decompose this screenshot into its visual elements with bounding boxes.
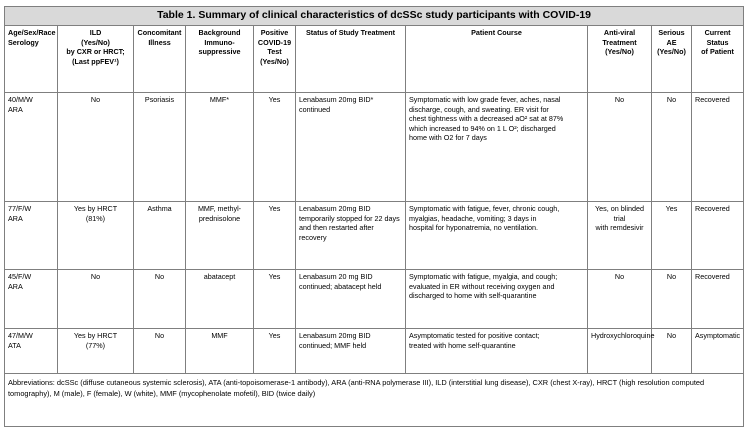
- cell-covid-test: Yes: [254, 270, 296, 329]
- cell-concomitant-illness: No: [134, 329, 186, 374]
- cell-serious-ae: Yes: [652, 202, 692, 270]
- cell-patient-course-line: chest tightness with a decreased aO² sat at 87%: [409, 114, 564, 124]
- column-header: [5, 26, 58, 93]
- column-header-line: (Yes/No): [260, 56, 289, 66]
- cell-antiviral-line: with remdesivir: [595, 223, 644, 233]
- cell-current-status: Asymptomatic: [692, 329, 744, 374]
- column-header: [58, 26, 134, 93]
- cell-study-treatment-line: Lenabasum 20mg BID: [299, 204, 371, 213]
- cell-patient-course-line: Symptomatic with low grade fever, aches, nasal: [409, 95, 561, 104]
- cell-ild-line: No: [90, 272, 101, 281]
- cell-ild-line: (77%): [85, 340, 106, 350]
- cell-patient-course-line: hospital for hyponatremia, no ventilation.: [409, 223, 539, 233]
- cell-patient-course: [406, 329, 588, 374]
- column-header-line: Status of Study Treatment: [305, 28, 396, 37]
- cell-ild: [58, 93, 134, 202]
- cell-age-sex-race-serology-line: ARA: [8, 281, 23, 291]
- cell-antiviral: [588, 202, 652, 270]
- column-header: [406, 26, 588, 93]
- column-header-line: Illness: [148, 37, 171, 47]
- cell-serious-ae: No: [652, 93, 692, 202]
- cell-study-treatment-line: Lenabasum 20 mg BID: [299, 272, 373, 281]
- cell-age-sex-race-serology-line: ARA: [8, 213, 23, 223]
- column-header-line: Background: [198, 28, 241, 37]
- column-header-line: Age/Sex/Race: [8, 28, 56, 37]
- cell-ild-line: Yes by HRCT: [73, 204, 118, 213]
- cell-patient-course-line: myalgias, headache, vomiting; 3 days in: [409, 213, 537, 223]
- cell-covid-test: Yes: [254, 93, 296, 202]
- cell-patient-course: [406, 93, 588, 202]
- cell-immunosuppressive-line: MMF, methyl-: [197, 204, 242, 213]
- cell-immunosuppressive-line: prednisolone: [198, 213, 241, 223]
- table-row: [5, 202, 744, 270]
- column-header-line: Anti-viral: [603, 28, 636, 37]
- cell-study-treatment-line: temporarily stopped for 22 days: [299, 213, 400, 223]
- cell-immunosuppressive: [186, 202, 254, 270]
- column-header-line: (Yes/No): [605, 47, 634, 57]
- cell-patient-course: [406, 202, 588, 270]
- cell-age-sex-race-serology-line: ATA: [8, 340, 21, 350]
- column-header-line: COVID-19: [257, 37, 292, 47]
- table-row: [5, 93, 744, 202]
- cell-age-sex-race-serology-line: 45/F/W: [8, 272, 32, 281]
- cell-immunosuppressive-line: abatacept: [203, 272, 236, 281]
- cell-study-treatment-line: Lenabasum 20mg BID: [299, 331, 371, 340]
- column-header: [186, 26, 254, 93]
- cell-current-status: Recovered: [692, 93, 744, 202]
- cell-patient-course: [406, 270, 588, 329]
- column-header-line: ILD: [89, 28, 102, 37]
- cell-antiviral-line: No: [614, 95, 625, 104]
- clinical-characteristics-table: [4, 6, 744, 427]
- column-header-line: by CXR or HRCT;: [66, 47, 125, 57]
- cell-concomitant-illness: No: [134, 270, 186, 329]
- table-title: Table 1. Summary of clinical characteristics of dcSSc study participants with COVID-19: [5, 7, 744, 26]
- cell-ild: [58, 270, 134, 329]
- header-row: [5, 26, 744, 93]
- cell-age-sex-race-serology: [5, 329, 58, 374]
- cell-study-treatment: [296, 329, 406, 374]
- column-header: [692, 26, 744, 93]
- cell-age-sex-race-serology: [5, 270, 58, 329]
- cell-study-treatment-line: continued: [299, 104, 331, 114]
- table-container: [4, 6, 741, 427]
- cell-covid-test: Yes: [254, 202, 296, 270]
- column-header-line: suppressive: [198, 47, 241, 57]
- cell-study-treatment: [296, 202, 406, 270]
- abbreviations-note: Abbreviations: dcSSc (diffuse cutaneous systemic sclerosis), ATA (anti-topoisomerase-1 antibody), ARA (anti-RNA polymerase III), ILD (interstitial lung disease), CXR (chest X-ray), HRCT (high resolution computed tomography), M (male), F (female), W (white), MMF (mycophenolate mofetil), BID (twice daily): [5, 374, 744, 427]
- cell-patient-course-line: discharge, cough, and sweating. ER visit for: [409, 104, 549, 114]
- cell-immunosuppressive-line: MMF: [211, 331, 228, 340]
- cell-immunosuppressive: [186, 270, 254, 329]
- cell-patient-course-line: Symptomatic with fatigue, myalgia, and cough;: [409, 272, 558, 281]
- cell-antiviral-line: No: [614, 272, 625, 281]
- column-header-line: Test: [267, 47, 282, 57]
- cell-serious-ae: No: [652, 270, 692, 329]
- column-header-line: (Yes/No): [81, 37, 110, 47]
- cell-ild-line: Yes by HRCT: [73, 331, 118, 340]
- table-row: [5, 270, 744, 329]
- cell-age-sex-race-serology-line: 77/F/W: [8, 204, 32, 213]
- cell-patient-course-line: evaluated in ER without receiving oxygen and: [409, 281, 555, 291]
- cell-antiviral: [588, 270, 652, 329]
- table-row: [5, 329, 744, 374]
- column-header-line: Positive: [260, 28, 289, 37]
- column-header-line: Immuno-: [204, 37, 235, 47]
- cell-patient-course-line: treated with home self-quarantine: [409, 340, 516, 350]
- cell-study-treatment-line: continued; abatacept held: [299, 281, 382, 291]
- cell-ild: [58, 329, 134, 374]
- cell-antiviral-line: Hydroxychloroquine: [591, 331, 655, 340]
- cell-patient-course-line: which increased to 94% on 1 L O²; discharged: [409, 123, 556, 133]
- table-body: [5, 93, 744, 374]
- column-header-line: Current Status: [704, 28, 731, 47]
- cell-patient-course-line: Symptomatic with fatigue, fever, chronic cough,: [409, 204, 560, 213]
- cell-study-treatment-line: recovery: [299, 232, 327, 242]
- cell-ild: [58, 202, 134, 270]
- cell-study-treatment: [296, 93, 406, 202]
- column-header: [254, 26, 296, 93]
- cell-covid-test: Yes: [254, 329, 296, 374]
- cell-age-sex-race-serology-line: ARA: [8, 104, 23, 114]
- column-header-line: Concomitant: [137, 28, 182, 37]
- cell-ild-line: (81%): [85, 213, 106, 223]
- cell-patient-course-line: discharged to home with self-quarantine: [409, 291, 537, 301]
- column-header: [134, 26, 186, 93]
- cell-antiviral: [588, 93, 652, 202]
- cell-antiviral: [588, 329, 655, 374]
- column-header-line: (Last ppFEV¹): [72, 56, 119, 66]
- column-header: [296, 26, 406, 93]
- cell-immunosuppressive: [186, 329, 254, 374]
- column-header-line: Serious AE: [658, 28, 685, 47]
- cell-antiviral-line: Yes, on blinded trial: [595, 204, 644, 223]
- cell-study-treatment-line: and then restarted after: [299, 223, 374, 233]
- cell-patient-course-line: home with O2 for 7 days: [409, 133, 487, 143]
- cell-patient-course-line: Asymptomatic tested for positive contact;: [409, 331, 540, 340]
- column-header-line: Serology: [8, 37, 39, 47]
- cell-serious-ae: No: [652, 329, 692, 374]
- cell-current-status: Recovered: [692, 270, 744, 329]
- column-header-line: of Patient: [701, 47, 734, 57]
- cell-concomitant-illness: Psoriasis: [134, 93, 186, 202]
- cell-age-sex-race-serology: [5, 93, 58, 202]
- cell-age-sex-race-serology: [5, 202, 58, 270]
- cell-current-status: Recovered: [692, 202, 744, 270]
- cell-study-treatment-line: Lenabasum 20mg BID*: [299, 95, 374, 104]
- column-header-line: Treatment: [602, 37, 637, 47]
- cell-age-sex-race-serology-line: 47/M/W: [8, 331, 33, 340]
- column-header: [652, 26, 692, 93]
- cell-immunosuppressive: [186, 93, 254, 202]
- cell-immunosuppressive-line: MMF*: [209, 95, 230, 104]
- cell-concomitant-illness: Asthma: [134, 202, 186, 270]
- cell-age-sex-race-serology-line: 40/M/W: [8, 95, 33, 104]
- column-header: [588, 26, 652, 93]
- column-header-line: (Yes/No): [657, 47, 686, 57]
- cell-study-treatment-line: continued; MMF held: [299, 340, 367, 350]
- column-header-line: Patient Course: [471, 28, 522, 37]
- cell-ild-line: No: [90, 95, 101, 104]
- cell-study-treatment: [296, 270, 406, 329]
